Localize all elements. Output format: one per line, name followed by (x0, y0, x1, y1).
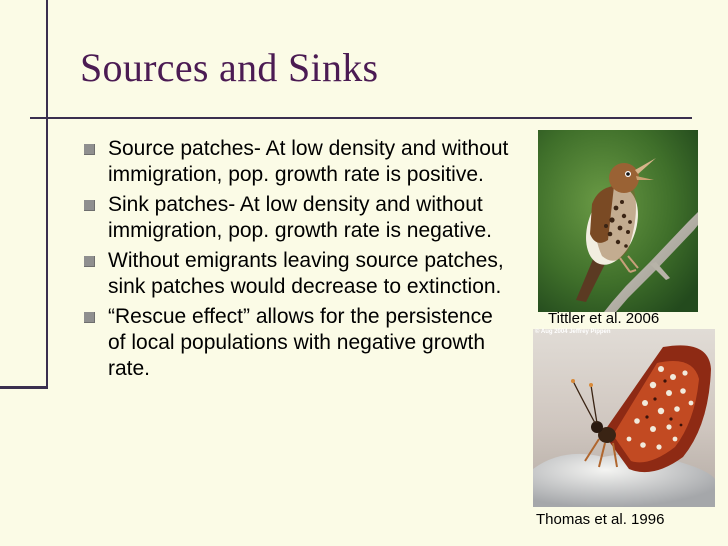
bullet-text: “Rescue effect” allows for the persistence of local populations with negative growth rate. (108, 305, 493, 380)
bird-photo (538, 130, 698, 312)
square-bullet-icon (84, 200, 95, 211)
bullet-text: Source patches- At low density and without immigration, pop. growth rate is positive. (108, 137, 509, 186)
bullet-item (82, 136, 512, 188)
left-decorative-bar (0, 0, 48, 388)
bullet-text: Sink patches- At low density and without immigration, pop. growth rate is negative. (108, 193, 493, 242)
bullet-item (82, 304, 512, 382)
bullet-item (82, 192, 512, 244)
title-divider (30, 117, 692, 119)
bullet-text: Without emigrants leaving source patches, sink patches would decrease to extinction. (108, 249, 504, 298)
photo-credit: © Aug 2004 Jeffrey Pippen (535, 329, 611, 335)
bullet-item (82, 248, 512, 300)
square-bullet-icon (84, 256, 95, 267)
slide-title: Sources and Sinks (80, 45, 379, 90)
bullet-list (82, 136, 512, 386)
bird-caption: Tittler et al. 2006 (548, 310, 660, 327)
square-bullet-icon (84, 144, 95, 155)
butterfly-caption: Thomas et al. 1996 (536, 511, 665, 528)
butterfly-photo (533, 329, 715, 507)
square-bullet-icon (84, 312, 95, 323)
left-decorative-bar-base (0, 386, 48, 389)
